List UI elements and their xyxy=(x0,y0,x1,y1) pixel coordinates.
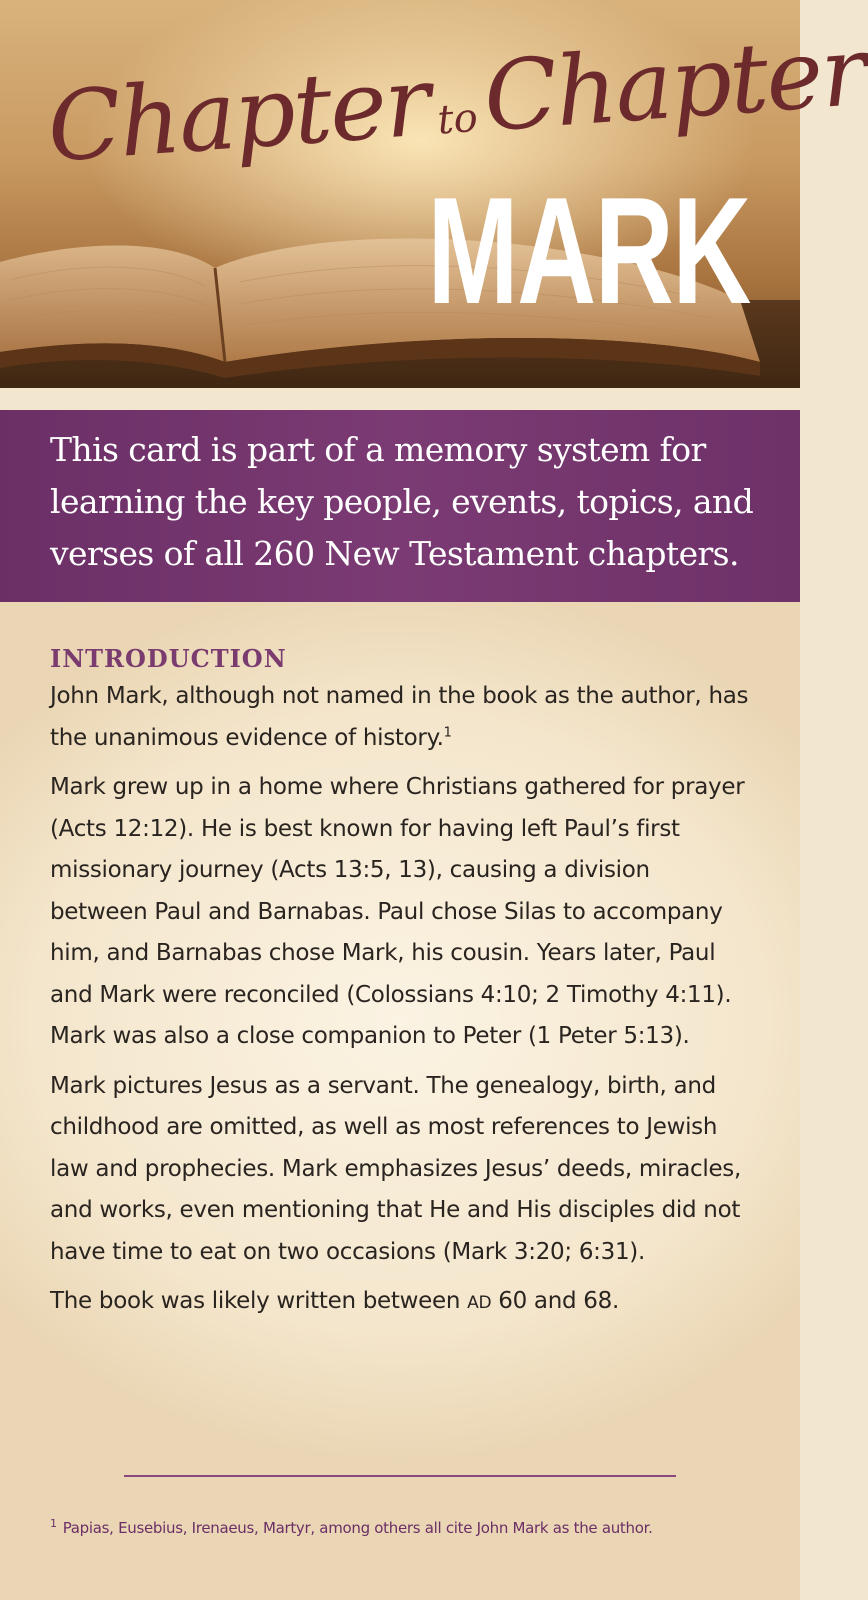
paragraph-date xyxy=(50,1281,750,1325)
footnote-divider xyxy=(124,1475,676,1477)
title-word-1: Chapter xyxy=(44,45,433,184)
footnote-text: Papias, Eusebius, Irenaeus, Martyr, among others all cite John Mark as the author. xyxy=(62,1519,653,1537)
section-heading: INTRODUCTION xyxy=(50,644,287,673)
date-text-before: The book was likely written between xyxy=(50,1288,468,1314)
footnote-reference: 1 xyxy=(443,724,452,740)
date-text-after: 60 and 68. xyxy=(491,1288,619,1314)
era-abbreviation: AD xyxy=(467,1293,492,1313)
card-body xyxy=(0,602,800,1600)
title-connector: to xyxy=(435,94,480,144)
book-title: MARK xyxy=(427,166,750,336)
title-word-2: Chapter xyxy=(480,14,868,154)
paragraph-authorship xyxy=(50,676,750,759)
header-banner xyxy=(0,0,868,398)
intro-band xyxy=(0,410,800,602)
introduction-paragraphs xyxy=(50,676,750,1333)
footnote xyxy=(50,1517,770,1537)
footnote-number: 1 xyxy=(50,1517,57,1530)
paragraph-background: Mark grew up in a home where Christians gathered for prayer (Acts 12:12). He is best known for having left Paul’s first missionary journey (Acts 13:5, 13), causing a division between Paul and Barnabas. Paul chose Silas to accompany him, and Barnabas chose Mark, his cousin. Years later, Paul and Mark were reconciled (Colossians 4:10; 2 Timothy 4:11). Mark was also a close companion to Peter (1 Peter 5:13). xyxy=(50,774,745,1049)
paragraph-authorship-text: John Mark, although not named in the book as the author, has the unanimous evidence of history. xyxy=(50,683,749,751)
intro-band-text: This card is part of a memory system for learning the key people, events, topics, and verses of all 260 New Testament chapters. xyxy=(50,430,754,573)
paragraph-theme: Mark pictures Jesus as a servant. The genealogy, birth, and childhood are omitted, as well as most references to Jewish law and prophecies. Mark emphasizes Jesus’ deeds, miracles, and works, even mentioning that He and His disciples did not have time to eat on two occasions (Mark 3:20; 6:31). xyxy=(50,1072,741,1265)
